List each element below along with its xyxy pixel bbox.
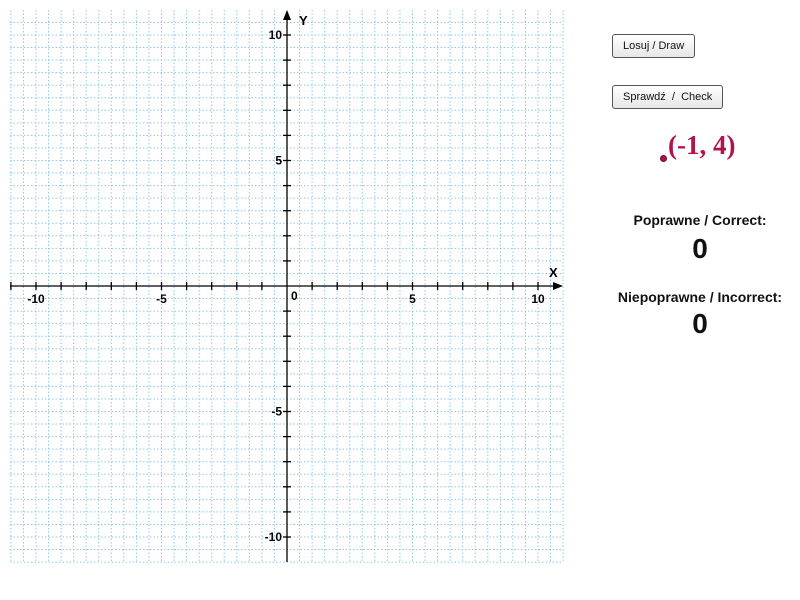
y-axis-arrow-icon [283,10,291,20]
y-tick-label: 10 [268,28,282,42]
y-tick-label: -10 [264,530,282,544]
x-axis-arrow-icon [553,282,563,290]
y-tick-label: 5 [275,153,282,168]
correct-count: 0 [692,233,708,264]
incorrect-label: Niepoprawne / Incorrect: [617,289,783,305]
y-tick-label: -5 [271,404,282,419]
x-tick-label: -5 [156,292,167,306]
correct-label: Poprawne / Correct: [633,212,767,228]
incorrect-count: 0 [692,308,708,339]
target-point-label: (-1, 4) [668,130,736,160]
check-button[interactable]: Sprawdź / Check [612,85,723,109]
x-tick-label: 5 [409,292,416,306]
draw-button[interactable]: Losuj / Draw [612,34,695,58]
x-tick-label: 0 [291,289,298,303]
x-tick-label: 10 [531,292,545,306]
y-axis-label: Y [299,13,308,28]
x-tick-label: -10 [27,292,45,306]
target-point-dot [660,155,667,162]
x-axis-label: X [549,265,558,280]
